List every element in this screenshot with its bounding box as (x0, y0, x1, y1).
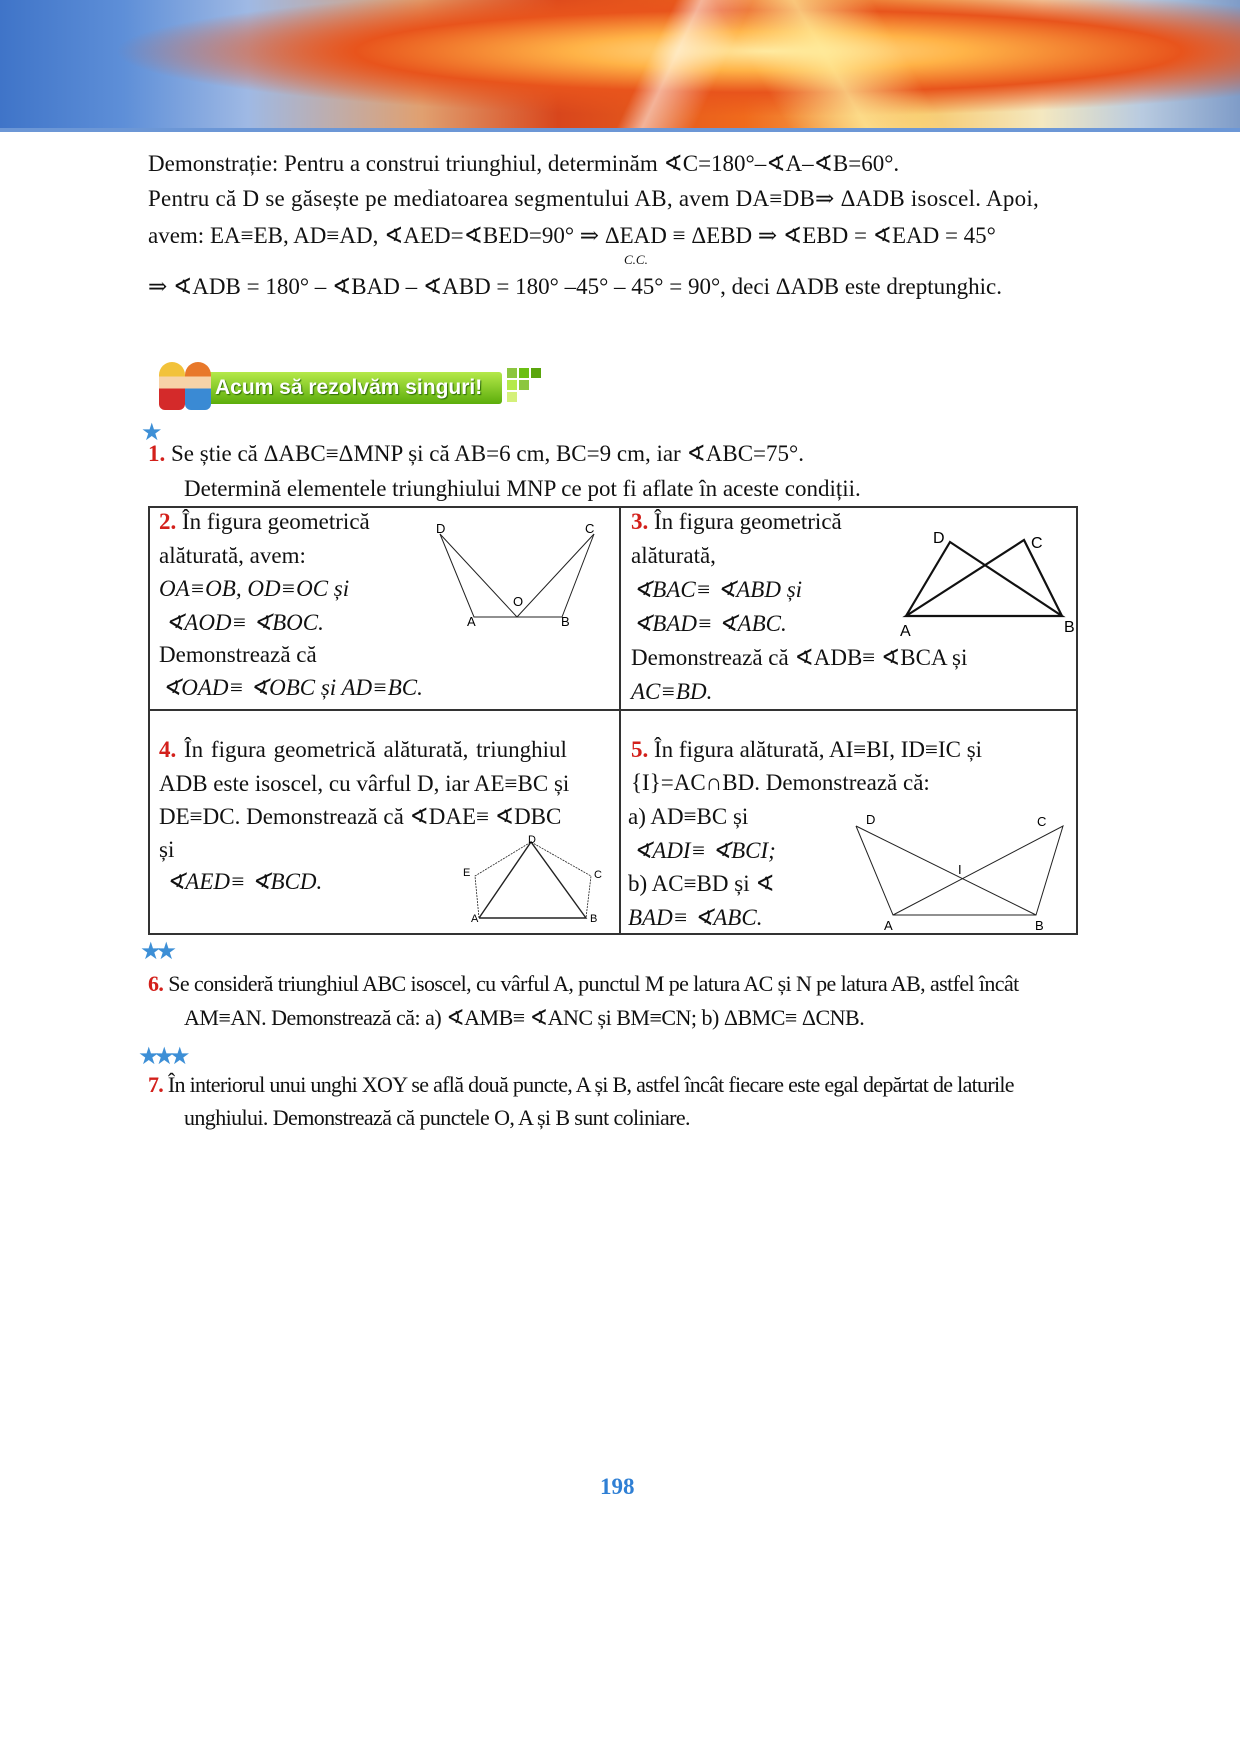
exercise-4-line: ADB este isoscel, cu vârful D, iar AE≡BC și (159, 771, 570, 796)
exercise-3-line: ∢BAC≡ ∢ABD și (633, 577, 803, 602)
exercise-4-line: și (159, 837, 175, 862)
exercise-2-line: ∢OAD≡ ∢OBC și AD≡BC. (162, 675, 423, 700)
demonstration-line-4: ⇒ ∢ADB = 180° – ∢BAD – ∢ABD = 180° –45° – 45° = 90°, deci ΔADB este dreptunghic. (148, 274, 1002, 299)
figure-point-label: D (933, 530, 945, 547)
exercise-7: 7. În interiorul unui unghi XOY se află două puncte, A și B, astfel încât fiecare este egal depărtat de laturile (148, 1072, 1014, 1097)
difficulty-three-stars-icon: ★★★ (138, 1044, 185, 1070)
exercise-2-line: alăturată, avem: (159, 543, 306, 568)
exercise-2-line: ∢AOD≡ ∢BOC. (165, 610, 324, 635)
cc-label: C.C. (624, 252, 648, 267)
figure-point-label: D (436, 521, 446, 536)
figure-point-label: B (1064, 619, 1075, 636)
figure-point-label: D (528, 834, 536, 846)
figure-point-label: B (590, 913, 598, 925)
figure-point-label: C (585, 521, 595, 536)
figure-point-label: C (594, 869, 602, 881)
exercise-3-line: ∢BAD≡ ∢ABC. (633, 611, 787, 636)
exercise-5-line: {I}=AC∩BD. Demonstrează că: (631, 770, 930, 795)
exercise-2-line: Demonstrează că (159, 642, 317, 667)
figure-point-label: C (1037, 814, 1047, 829)
exercise-4-line: ∢AED≡ ∢BCD. (166, 869, 323, 894)
exercise-2: 2. În figura geometrică (159, 509, 370, 534)
exercise-7-line-2: unghiului. Demonstrează că punctele O, A și B sunt coliniare. (184, 1105, 690, 1130)
exercise-3-line: AC≡BD. (631, 679, 713, 704)
figure-point-label: D (866, 812, 876, 827)
exercise-5-line: BAD≡ ∢ABC. (628, 905, 763, 930)
difficulty-two-stars-icon: ★★ (140, 939, 172, 965)
figure-4 (475, 842, 591, 918)
exercise-6-line-2: AM≡AN. Demonstrează că: a) ∢AMB≡ ∢ANC și BM≡CN; b) ΔBMC≡ ΔCNB. (184, 1005, 865, 1030)
exercise-5: 5. În figura alăturată, AI≡BI, ID≡IC și (631, 737, 983, 762)
exercise-1: 1. Se știe că ΔABC≡ΔMNP și că AB=6 cm, BC=9 cm, iar ∢ABC=75°. (148, 441, 804, 466)
exercise-1-line-2: Determină elementele triunghiului MNP ce pot fi aflate în aceste condiții. (184, 476, 861, 501)
demonstration-line-2: Pentru că D se găsește pe mediatoarea segmentului AB, avem DA≡DB⇒ ΔADB isoscel. Apoi, (148, 186, 1039, 211)
exercise-3: 3. În figura geometrică (631, 509, 842, 534)
figure-point-label: I (958, 862, 962, 877)
banner-label: Acum să rezolvăm singuri! (215, 376, 483, 399)
exercise-3-line: alăturată, (631, 543, 716, 568)
exercise-5-line: b) AC≡BD și ∢ (628, 871, 775, 896)
page-number: 198 (600, 1474, 635, 1499)
exercise-4-line: DE≡DC. Demonstrează că ∢DAE≡ ∢DBC (159, 804, 562, 829)
demonstration-line-1: Demonstrație: Pentru a construi triunghiul, determinăm ∢C=180°–∢A–∢B=60°. (148, 151, 900, 176)
exercise-2-line: OA≡OB, OD≡OC și (159, 576, 350, 601)
exercise-6: 6. Se consideră triunghiul ABC isoscel, cu vârful A, punctul M pe latura AC și N pe latura AB, astfel încât (148, 971, 1019, 996)
exercise-5-line: a) AD≡BC și (628, 804, 749, 829)
figure-point-label: B (1035, 918, 1044, 933)
exercise-5-line: ∢ADI≡ ∢BCI; (633, 838, 776, 863)
figure-point-label: E (463, 867, 471, 879)
figure-point-label: A (900, 623, 911, 640)
figure-point-label: B (561, 614, 570, 629)
difficulty-one-star-icon: ★ (141, 420, 157, 446)
figure-point-label: C (1031, 535, 1043, 552)
figure-point-label: A (884, 918, 893, 933)
figure-point-label: A (471, 913, 479, 925)
figure-point-label: A (467, 614, 476, 629)
exercise-4: 4. În figura geometrică alăturată, triunghiul (159, 737, 567, 762)
figure-point-label: O (513, 594, 524, 609)
demonstration-line-3: avem: EA≡EB, AD≡AD, ∢AED=∢BED=90° ⇒ ΔEAD ≡ ΔEBD ⇒ ∢EBD = ∢EAD = 45° (148, 223, 996, 248)
exercise-3-line: Demonstrează că ∢ADB≡ ∢BCA și (631, 645, 968, 670)
